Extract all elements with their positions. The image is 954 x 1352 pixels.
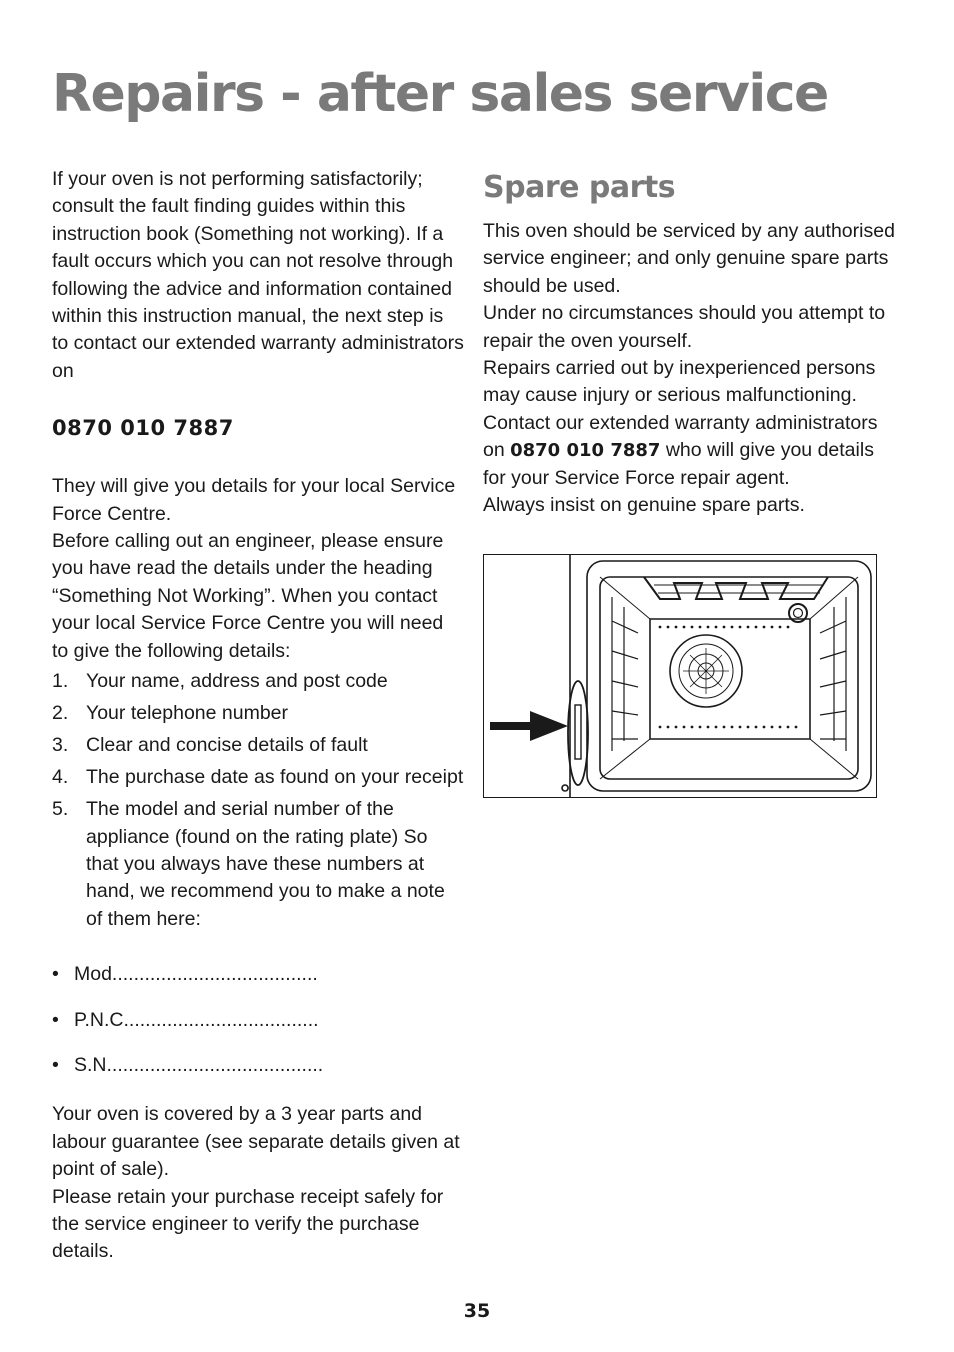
left-column bbox=[52, 166, 464, 1266]
spare-parts-heading: Spare parts bbox=[483, 170, 676, 205]
list-item-text: Clear and concise details of fault bbox=[86, 734, 368, 757]
note-line-text: S.N........................................ bbox=[74, 1053, 324, 1076]
list-item bbox=[52, 796, 464, 933]
guarantee-paragraph: Your oven is covered by a 3 year parts and labour guarantee (see separate details given at point of sale). bbox=[52, 1103, 460, 1181]
list-number: 3. bbox=[52, 734, 69, 757]
inexperienced-paragraph: Repairs carried out by inexperienced persons may cause injury or serious malfunctioning. bbox=[483, 357, 876, 407]
contact-phone-number: 0870 010 7887 bbox=[510, 440, 661, 462]
right-shelf-supports bbox=[820, 597, 846, 751]
service-centre-paragraph: They will give you details for your local Service Force Centre. bbox=[52, 475, 456, 525]
list-number: 5. bbox=[52, 798, 69, 821]
page-title: Repairs - after sales service bbox=[52, 64, 828, 124]
note-line-pnc bbox=[52, 1007, 464, 1034]
model-notes-list bbox=[52, 961, 464, 1079]
bullet-icon: • bbox=[52, 1053, 59, 1076]
list-item-text: The purchase date as found on your receipt bbox=[86, 766, 464, 789]
contact-text: Contact our extended warranty administrators on bbox=[483, 411, 878, 462]
bullet-icon: • bbox=[52, 963, 59, 986]
note-line-model bbox=[52, 961, 464, 988]
note-line-text: Mod...................................... bbox=[74, 963, 318, 986]
oven-cavity-inner bbox=[600, 577, 858, 779]
note-line-text: P.N.C.................................... bbox=[74, 1008, 319, 1031]
list-item bbox=[52, 700, 464, 727]
list-item bbox=[52, 668, 464, 695]
note-line-serial bbox=[52, 1052, 464, 1079]
warranty-phone-number: 0870 010 7887 bbox=[52, 416, 234, 441]
intro-paragraph: If your oven is not performing satisfactorily; consult the fault finding guides within this instruction book (Something not working). If a fault occurs which you can not resolve through following the advice and information contained within this instruction manual, the next step is to contact our extended warranty administrators on bbox=[52, 168, 464, 382]
contact-paragraph bbox=[483, 410, 895, 492]
genuine-parts-paragraph: Always insist on genuine spare parts. bbox=[483, 494, 805, 517]
list-item-text: Your name, address and post code bbox=[86, 670, 388, 693]
list-item-text: Your telephone number bbox=[86, 702, 289, 725]
left-shelf-supports bbox=[612, 597, 638, 751]
details-list bbox=[52, 668, 464, 933]
bullet-icon: • bbox=[52, 1008, 59, 1031]
list-item bbox=[52, 764, 464, 791]
oven-back-wall bbox=[650, 619, 810, 739]
list-item bbox=[52, 732, 464, 759]
before-calling-paragraph: Before calling out an engineer, please ensure you have read the details under the heading “Something Not Working”. When you contact your local Service Force Centre you will need to give the following details: bbox=[52, 530, 444, 662]
arrow-icon bbox=[490, 711, 568, 741]
oven-interior-drawing bbox=[484, 555, 876, 797]
list-item-text: The model and serial number of the appliance (found on the rating plate) So that you always have these numbers at hand, we recommend you to make a note of them here: bbox=[86, 798, 445, 930]
list-number: 4. bbox=[52, 766, 69, 789]
list-number: 2. bbox=[52, 702, 69, 725]
list-number: 1. bbox=[52, 670, 69, 693]
retain-receipt-paragraph: Please retain your purchase receipt safely for the service engineer to verify the purchase details. bbox=[52, 1185, 444, 1263]
oven-rating-plate-illustration bbox=[483, 554, 877, 798]
service-paragraph: This oven should be serviced by any authorised service engineer; and only genuine spare parts should be used. bbox=[483, 220, 895, 297]
contact-text-continued: who will give you details for your Service Force repair agent. bbox=[483, 439, 874, 489]
grill-element bbox=[644, 577, 828, 599]
right-column bbox=[483, 168, 895, 519]
oven-cavity-outer bbox=[587, 561, 871, 791]
page-number: 35 bbox=[463, 1300, 491, 1322]
rating-plate-highlight bbox=[568, 681, 588, 785]
no-self-repair-paragraph: Under no circumstances should you attempt to repair the oven yourself. bbox=[483, 302, 886, 352]
rating-plate bbox=[575, 705, 581, 759]
